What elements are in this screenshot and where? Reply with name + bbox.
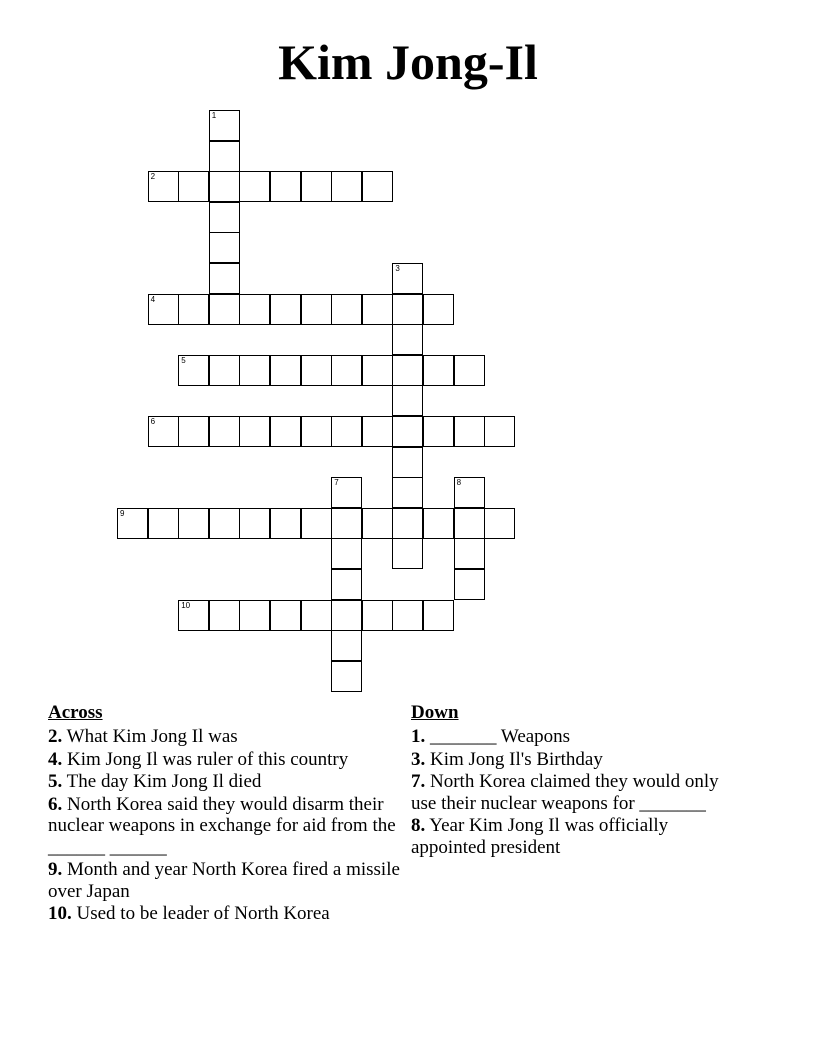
grid-cell[interactable] xyxy=(454,477,485,508)
grid-cell[interactable] xyxy=(209,171,240,202)
grid-cell[interactable] xyxy=(301,294,332,325)
grid-cell[interactable] xyxy=(392,447,423,478)
grid-cell[interactable] xyxy=(392,263,423,294)
grid-cell[interactable] xyxy=(484,416,515,447)
grid-cell[interactable] xyxy=(148,508,179,539)
grid-cell[interactable] xyxy=(423,600,454,631)
grid-cell[interactable] xyxy=(392,477,423,508)
grid-cell[interactable] xyxy=(239,294,270,325)
grid-cell[interactable] xyxy=(362,355,393,386)
grid-cell[interactable] xyxy=(239,600,270,631)
grid-cell[interactable] xyxy=(301,171,332,202)
grid-cell[interactable] xyxy=(331,477,362,508)
grid-cell[interactable] xyxy=(362,171,393,202)
grid-cell[interactable] xyxy=(392,416,423,447)
grid-cell[interactable] xyxy=(270,416,301,447)
grid-cell[interactable] xyxy=(392,600,423,631)
grid-cell[interactable] xyxy=(301,416,332,447)
clue-across-6: 6. North Korea said they would disarm their nuclear weapons in exchange for aid from the ______ ______ xyxy=(48,793,396,858)
grid-cell[interactable] xyxy=(331,569,362,600)
clue-down-8: 8. Year Kim Jong Il was officially appointed president xyxy=(411,815,669,858)
grid-cell[interactable] xyxy=(331,508,362,539)
down-heading: Down xyxy=(411,702,459,723)
cell-number: 6 xyxy=(150,417,156,426)
cell-number: 7 xyxy=(334,478,339,488)
grid-cell[interactable] xyxy=(209,416,240,447)
grid-cell[interactable] xyxy=(209,202,240,233)
grid-cell[interactable] xyxy=(178,294,209,325)
grid-cell[interactable] xyxy=(209,600,240,631)
grid-cell[interactable] xyxy=(454,416,485,447)
grid-cell[interactable] xyxy=(270,294,301,325)
grid-cell[interactable] xyxy=(331,416,362,447)
clue-down-7: 7. North Korea claimed they would only use their nuclear weapons for _______ xyxy=(411,771,719,814)
grid-cell[interactable] xyxy=(209,263,240,294)
grid-cell[interactable] xyxy=(301,600,332,631)
grid-cell[interactable] xyxy=(331,600,362,631)
grid-cell[interactable] xyxy=(270,171,301,202)
grid-cell[interactable] xyxy=(270,355,301,386)
grid-cell[interactable] xyxy=(117,508,148,539)
grid-cell[interactable] xyxy=(331,630,362,661)
grid-cell[interactable] xyxy=(362,294,393,325)
grid-cell[interactable] xyxy=(331,538,362,569)
grid-cell[interactable] xyxy=(270,600,301,631)
grid-cell[interactable] xyxy=(331,294,362,325)
clue-across-10: 10. Used to be leader of North Korea xyxy=(48,903,330,924)
grid-cell[interactable] xyxy=(239,171,270,202)
grid-cell[interactable] xyxy=(209,232,240,263)
grid-cell[interactable] xyxy=(148,294,179,325)
cell-number: 10 xyxy=(181,600,191,610)
grid-cell[interactable] xyxy=(270,508,301,539)
grid-cell[interactable] xyxy=(178,508,209,539)
grid-cell[interactable] xyxy=(454,355,485,386)
grid-cell[interactable] xyxy=(209,141,240,172)
grid-cell[interactable] xyxy=(148,416,179,447)
grid-cell[interactable] xyxy=(392,324,423,355)
grid-cell[interactable] xyxy=(362,416,393,447)
grid-cell[interactable] xyxy=(178,355,209,386)
grid-cell[interactable] xyxy=(454,538,485,569)
grid-cell[interactable] xyxy=(148,171,179,202)
grid-cell[interactable] xyxy=(331,355,362,386)
clue-across-2: 2. What Kim Jong Il was xyxy=(48,726,238,747)
grid-cell[interactable] xyxy=(331,171,362,202)
grid-cell[interactable] xyxy=(331,661,362,692)
clue-down-3: 3. Kim Jong Il's Birthday xyxy=(411,748,603,770)
cell-number: 4 xyxy=(150,294,156,304)
down-clues xyxy=(411,702,731,859)
cell-number: 5 xyxy=(181,355,186,365)
grid-cell[interactable] xyxy=(239,508,270,539)
grid-cell[interactable] xyxy=(362,600,393,631)
grid-cell[interactable] xyxy=(392,538,423,569)
grid-cell[interactable] xyxy=(301,355,332,386)
grid-cell[interactable] xyxy=(423,294,454,325)
cell-number: 8 xyxy=(456,478,462,488)
grid-cell[interactable] xyxy=(209,294,240,325)
cell-number: 9 xyxy=(120,508,125,518)
grid-cell[interactable] xyxy=(392,355,423,386)
grid-cell[interactable] xyxy=(239,355,270,386)
clue-across-5: 5. The day Kim Jong Il died xyxy=(48,771,262,792)
grid-cell[interactable] xyxy=(392,508,423,539)
cell-number: 2 xyxy=(150,172,156,182)
clue-across-9: 9. Month and year North Korea fired a missile over Japan xyxy=(48,859,400,902)
across-heading: Across xyxy=(48,702,103,723)
clue-down-1: 1. _______ Weapons xyxy=(411,726,571,747)
grid-cell[interactable] xyxy=(484,508,515,539)
cell-number: 1 xyxy=(211,111,217,120)
grid-cell[interactable] xyxy=(178,171,209,202)
across-clues xyxy=(48,702,404,926)
grid-cell[interactable] xyxy=(209,508,240,539)
clue-across-4: 4. Kim Jong Il was ruler of this country xyxy=(48,748,349,770)
grid-cell[interactable] xyxy=(178,600,209,631)
grid-cell[interactable] xyxy=(392,294,423,325)
grid-cell[interactable] xyxy=(209,355,240,386)
grid-cell[interactable] xyxy=(423,508,454,539)
grid-cell[interactable] xyxy=(454,569,485,600)
cell-number: 3 xyxy=(395,264,400,273)
page-title: Kim Jong-Il xyxy=(278,34,538,90)
grid-cell[interactable] xyxy=(209,110,240,141)
grid-cell[interactable] xyxy=(454,508,485,539)
grid-cell[interactable] xyxy=(178,416,209,447)
grid-cell[interactable] xyxy=(392,385,423,416)
grid-cell[interactable] xyxy=(301,508,332,539)
grid-cell[interactable] xyxy=(423,355,454,386)
grid-cell[interactable] xyxy=(362,508,393,539)
grid-cell[interactable] xyxy=(423,416,454,447)
grid-cell[interactable] xyxy=(239,416,270,447)
